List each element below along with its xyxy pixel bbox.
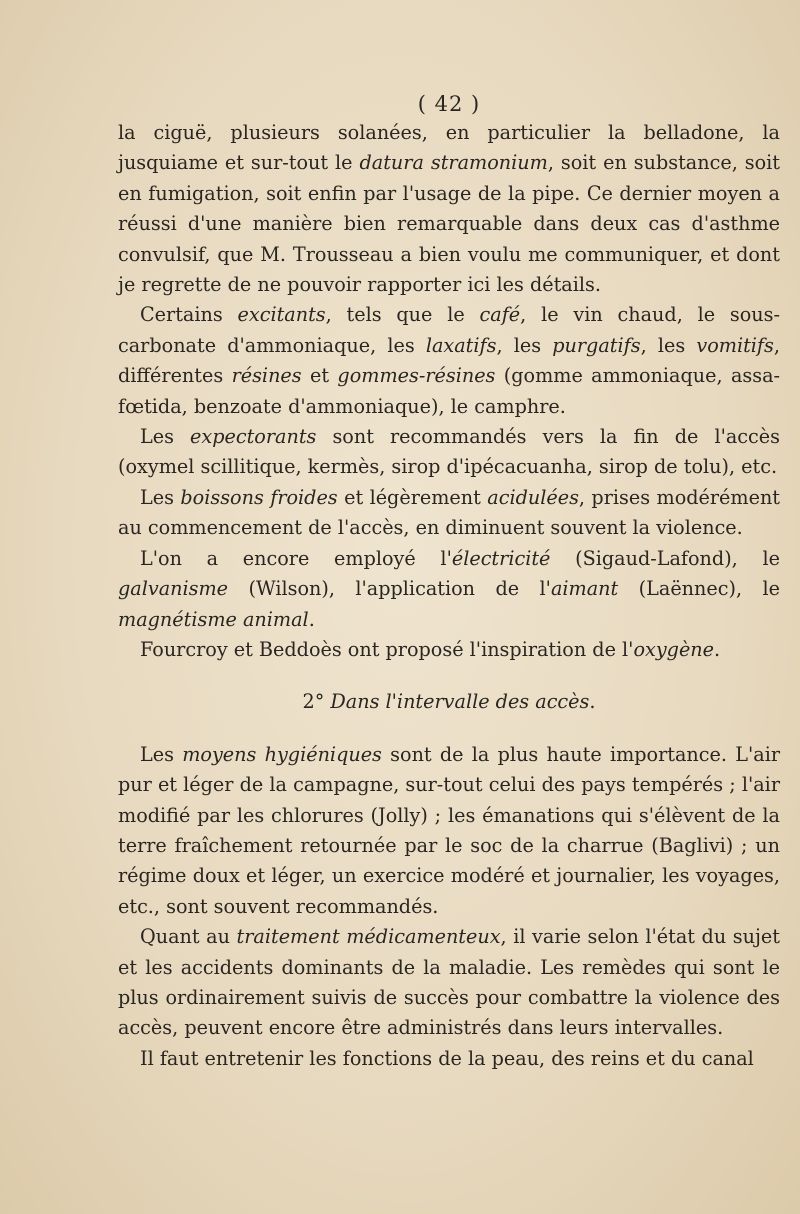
text-run: (Laënnec), le — [618, 577, 780, 601]
italic-text-run: acidulées — [487, 485, 579, 509]
italic-text-run: expectorants — [190, 425, 317, 449]
text-run: , tels que le — [325, 303, 480, 327]
italic-text-run: Dans l'intervalle des accès — [330, 690, 590, 714]
italic-text-run: boissons froides — [180, 485, 338, 509]
italic-text-run: résines — [231, 364, 302, 388]
paragraph — [118, 740, 780, 922]
text-run: Fourcroy et Beddoès ont proposé l'inspiration de l' — [140, 637, 634, 661]
section-heading — [118, 687, 780, 717]
text-run: Les — [140, 485, 181, 509]
italic-text-run: café — [479, 303, 521, 327]
paragraph — [118, 1044, 780, 1074]
italic-text-run: aimant — [550, 577, 619, 601]
text-run: sont recommandés vers la fin de l'accès (oxymel scillitique, kermès, sirop d'ipécacuanha, sirop de tolu), etc. — [118, 425, 780, 479]
text-run: , prises modérément au commencement de l'accès, en diminuent souvent la violence. — [118, 485, 781, 540]
paragraph — [118, 922, 780, 1044]
text-run: Les — [140, 742, 183, 766]
italic-text-run: vomitifs — [696, 333, 774, 357]
text-run: et — [301, 364, 338, 388]
paragraph — [118, 422, 780, 483]
text-run: , il varie selon l'état du sujet et les accidents dominants de la maladie. Les remèdes qui sont le plus ordinairement suivis de succès pour combattre la violence des accès, peuvent encore être administrés dans leurs intervalles. — [118, 925, 780, 1040]
text-run: Les — [140, 425, 191, 449]
body-text-bottom — [118, 740, 780, 1074]
italic-text-run: excitants — [237, 303, 326, 327]
text-run: . — [714, 637, 721, 661]
italic-text-run: oxygène — [633, 637, 715, 661]
paragraph — [118, 118, 780, 300]
paragraph — [118, 483, 780, 544]
italic-text-run: magnétisme animal — [118, 607, 309, 631]
italic-text-run: électricité — [451, 546, 551, 570]
text-run: 2° — [302, 690, 331, 714]
italic-text-run: purgatifs — [552, 333, 641, 357]
italic-text-run: gommes-résines — [337, 364, 496, 388]
italic-text-run: moyens hygiéniques — [182, 742, 382, 766]
text-run: (Sigaud-Lafond), le — [550, 546, 780, 570]
text-run: , le vin chaud, le sous-carbonate d'ammoniaque, les — [118, 303, 780, 357]
italic-text-run: traitement médicamenteux — [236, 925, 501, 949]
text-run: . — [589, 690, 596, 714]
paragraph — [118, 544, 780, 635]
text-run: . — [308, 607, 315, 631]
paragraph — [118, 635, 780, 665]
text-run: , les — [640, 333, 697, 357]
italic-text-run: laxatifs — [425, 333, 497, 357]
text-run: , soit en substance, soit en fumigation, soit enfin par l'usage de la pipe. Ce dernier moyen a réussi d'une manière bien remarquable dans deux cas d'asthme convulsif, que M. Trousseau a bien voulu me communiquer, et dont je regrette de ne pouvoir rapporter ici les détails. — [118, 151, 780, 297]
document-page — [118, 92, 780, 1074]
text-run: Quant au — [140, 925, 237, 949]
text-run: (Wilson), l'application de l' — [228, 577, 551, 601]
paragraph — [118, 300, 780, 422]
italic-text-run: galvanisme — [118, 577, 229, 601]
page-number: ( 42 ) — [417, 92, 481, 116]
text-run: Certains — [140, 303, 238, 327]
text-run: (gomme ammoniaque, assa-fœtida, benzoate d'ammoniaque), le camphre. — [118, 364, 780, 418]
text-run: , les — [496, 333, 553, 357]
text-run: et légèrement — [337, 485, 488, 509]
text-run: sont de la plus haute importance. L'air pur et léger de la campagne, sur-tout celui des pays tempérés ; l'air modifié par les chlorures (Jolly) ; les émanations qui s'élèvent de la terre fraîchement retournée par le soc de la charrue (Baglivi) ; un régime doux et léger, un exercice modéré et journalier, les voyages, etc., sont souvent recommandés. — [118, 742, 781, 918]
text-run: la ciguë, plusieurs solanées, en particulier la belladone, la jusquiame et sur-tout le — [118, 121, 780, 175]
text-run: Il faut entretenir les fonctions de la peau, des reins et du canal — [140, 1046, 754, 1070]
body-text-top — [118, 118, 780, 665]
italic-text-run: datura stramonium — [359, 151, 548, 175]
text-run: , différentes — [118, 333, 780, 388]
text-run: L'on a encore employé l' — [140, 546, 452, 570]
